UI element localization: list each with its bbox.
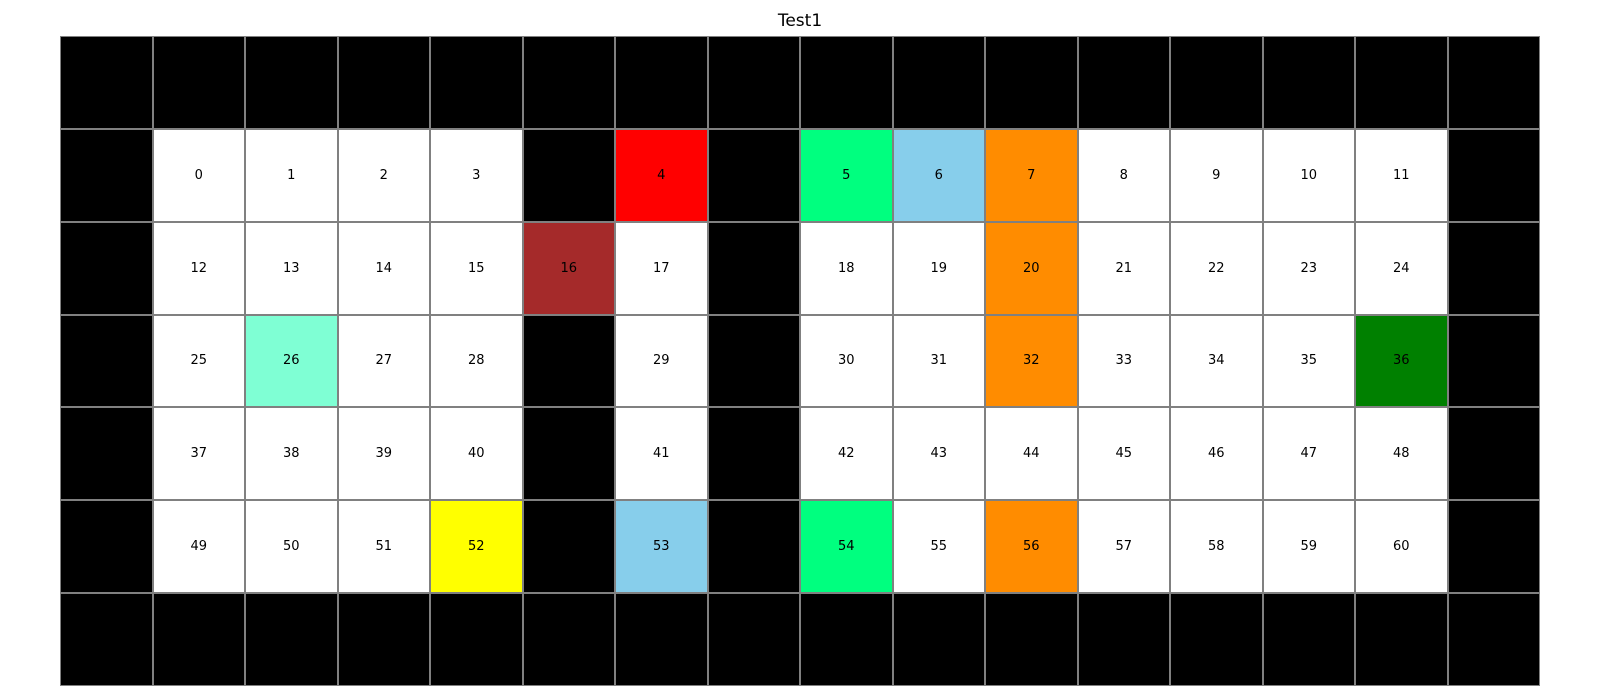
wall-cell xyxy=(709,130,800,221)
grid-board xyxy=(60,36,1540,686)
empty-cell: 30 xyxy=(801,316,892,407)
empty-cell: 42 xyxy=(801,408,892,499)
empty-cell: 35 xyxy=(1264,316,1355,407)
colored-cell: 7 xyxy=(986,130,1077,221)
wall-cell xyxy=(986,594,1077,685)
wall-cell xyxy=(524,37,615,128)
wall-cell xyxy=(709,408,800,499)
colored-cell: 36 xyxy=(1356,316,1447,407)
wall-cell xyxy=(339,594,430,685)
empty-cell: 49 xyxy=(154,501,245,592)
wall-cell xyxy=(339,37,430,128)
colored-cell: 56 xyxy=(986,501,1077,592)
empty-cell: 2 xyxy=(339,130,430,221)
wall-cell xyxy=(709,223,800,314)
wall-cell xyxy=(524,501,615,592)
colored-cell: 16 xyxy=(524,223,615,314)
empty-cell: 39 xyxy=(339,408,430,499)
empty-cell: 31 xyxy=(894,316,985,407)
empty-cell: 38 xyxy=(246,408,337,499)
empty-cell: 18 xyxy=(801,223,892,314)
wall-cell xyxy=(1356,37,1447,128)
wall-cell xyxy=(709,594,800,685)
empty-cell: 1 xyxy=(246,130,337,221)
wall-cell xyxy=(431,594,522,685)
wall-cell xyxy=(246,594,337,685)
empty-cell: 51 xyxy=(339,501,430,592)
empty-cell: 9 xyxy=(1171,130,1262,221)
wall-cell xyxy=(61,37,152,128)
wall-cell xyxy=(61,223,152,314)
empty-cell: 11 xyxy=(1356,130,1447,221)
empty-cell: 41 xyxy=(616,408,707,499)
empty-cell: 60 xyxy=(1356,501,1447,592)
empty-cell: 12 xyxy=(154,223,245,314)
colored-cell: 54 xyxy=(801,501,892,592)
wall-cell xyxy=(1264,594,1355,685)
wall-cell xyxy=(154,594,245,685)
colored-cell: 26 xyxy=(246,316,337,407)
wall-cell xyxy=(61,408,152,499)
empty-cell: 43 xyxy=(894,408,985,499)
wall-cell xyxy=(1449,594,1540,685)
empty-cell: 19 xyxy=(894,223,985,314)
wall-cell xyxy=(1171,37,1262,128)
wall-cell xyxy=(1449,37,1540,128)
empty-cell: 57 xyxy=(1079,501,1170,592)
empty-cell: 22 xyxy=(1171,223,1262,314)
colored-cell: 5 xyxy=(801,130,892,221)
wall-cell xyxy=(524,130,615,221)
empty-cell: 0 xyxy=(154,130,245,221)
wall-cell xyxy=(709,501,800,592)
wall-cell xyxy=(986,37,1077,128)
wall-cell xyxy=(894,594,985,685)
empty-cell: 28 xyxy=(431,316,522,407)
empty-cell: 10 xyxy=(1264,130,1355,221)
empty-cell: 3 xyxy=(431,130,522,221)
wall-cell xyxy=(61,501,152,592)
wall-cell xyxy=(524,594,615,685)
empty-cell: 50 xyxy=(246,501,337,592)
wall-cell xyxy=(524,316,615,407)
wall-cell xyxy=(1449,501,1540,592)
empty-cell: 24 xyxy=(1356,223,1447,314)
empty-cell: 37 xyxy=(154,408,245,499)
empty-cell: 48 xyxy=(1356,408,1447,499)
empty-cell: 15 xyxy=(431,223,522,314)
wall-cell xyxy=(1356,594,1447,685)
empty-cell: 21 xyxy=(1079,223,1170,314)
empty-cell: 58 xyxy=(1171,501,1262,592)
wall-cell xyxy=(61,594,152,685)
wall-cell xyxy=(616,37,707,128)
empty-cell: 40 xyxy=(431,408,522,499)
colored-cell: 4 xyxy=(616,130,707,221)
empty-cell: 13 xyxy=(246,223,337,314)
colored-cell: 20 xyxy=(986,223,1077,314)
empty-cell: 44 xyxy=(986,408,1077,499)
wall-cell xyxy=(1449,316,1540,407)
wall-cell xyxy=(894,37,985,128)
wall-cell xyxy=(1171,594,1262,685)
wall-cell xyxy=(616,594,707,685)
empty-cell: 17 xyxy=(616,223,707,314)
wall-cell xyxy=(709,316,800,407)
wall-cell xyxy=(1449,223,1540,314)
wall-cell xyxy=(1079,594,1170,685)
empty-cell: 25 xyxy=(154,316,245,407)
empty-cell: 33 xyxy=(1079,316,1170,407)
wall-cell xyxy=(801,37,892,128)
empty-cell: 29 xyxy=(616,316,707,407)
figure-title: Test1 xyxy=(777,11,823,31)
wall-cell xyxy=(709,37,800,128)
wall-cell xyxy=(1264,37,1355,128)
colored-cell: 53 xyxy=(616,501,707,592)
wall-cell xyxy=(801,594,892,685)
wall-cell xyxy=(154,37,245,128)
colored-cell: 6 xyxy=(894,130,985,221)
wall-cell xyxy=(61,130,152,221)
empty-cell: 46 xyxy=(1171,408,1262,499)
empty-cell: 47 xyxy=(1264,408,1355,499)
empty-cell: 14 xyxy=(339,223,430,314)
empty-cell: 27 xyxy=(339,316,430,407)
wall-cell xyxy=(524,408,615,499)
empty-cell: 34 xyxy=(1171,316,1262,407)
empty-cell: 45 xyxy=(1079,408,1170,499)
wall-cell xyxy=(246,37,337,128)
empty-cell: 55 xyxy=(894,501,985,592)
colored-cell: 32 xyxy=(986,316,1077,407)
wall-cell xyxy=(61,316,152,407)
empty-cell: 8 xyxy=(1079,130,1170,221)
empty-cell: 59 xyxy=(1264,501,1355,592)
wall-cell xyxy=(1079,37,1170,128)
colored-cell: 52 xyxy=(431,501,522,592)
wall-cell xyxy=(1449,408,1540,499)
empty-cell: 23 xyxy=(1264,223,1355,314)
wall-cell xyxy=(431,37,522,128)
wall-cell xyxy=(1449,130,1540,221)
